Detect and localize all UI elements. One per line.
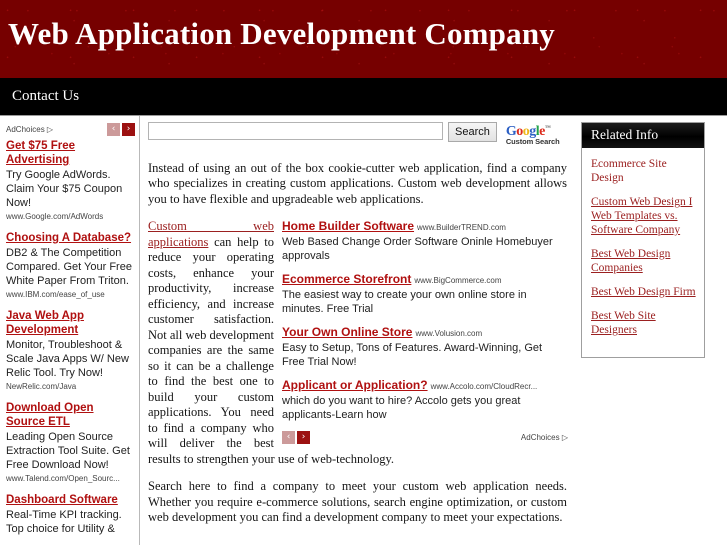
inline-ad-footer <box>282 431 567 444</box>
related-link[interactable]: Best Web Design Firm <box>591 286 696 298</box>
content-with-ads <box>148 219 567 526</box>
sidebar-ad-title[interactable]: Download Open Source ETL <box>6 402 94 428</box>
inline-ad-desc: Easy to Setup, Tons of Features. Award-Winning, Get Free Trial Now! <box>282 342 543 368</box>
sidebar-ad-url: www.Google.com/AdWords <box>6 212 104 221</box>
intro-paragraph: Instead of using an out of the box cookie-cutter web application, find a company who specializes in creating custom applications. Custom web development allows you to have flexible and upgradeable web applications. <box>148 160 567 206</box>
sidebar-ad-desc: Real-Time KPI tracking. Top choice for Utility & <box>6 509 122 535</box>
related-link[interactable]: Custom Web Design I Web Templates vs. Software Company <box>591 196 693 236</box>
sidebar-ad-unit <box>6 309 135 392</box>
main-navigation <box>0 78 727 116</box>
page-title: Web Application Development Company <box>8 16 555 51</box>
inline-ad-desc: The easiest way to create your own online store in minutes. Free Trial <box>282 289 527 315</box>
inline-ad-block <box>282 219 567 444</box>
search-input[interactable] <box>148 122 443 140</box>
sidebar-ad-unit <box>6 139 135 222</box>
inline-ad-url: www.Accolo.com/CloudRecr... <box>430 382 538 392</box>
sidebar-ad-url: NewRelic.com/Java <box>6 382 77 391</box>
nav-item-contact-us[interactable]: Contact Us <box>12 88 80 104</box>
google-custom-search-logo <box>506 122 560 147</box>
sidebar-ad-title[interactable]: Choosing A Database? <box>6 232 132 244</box>
sidebar-ad-desc: Monitor, Troubleshoot & Scale Java Apps W/ New Relic Tool. Try Now! <box>6 339 129 379</box>
sidebar-ad-title[interactable]: Get $75 Free Advertising <box>6 140 76 166</box>
sidebar-ad-desc: Try Google AdWords. Claim Your $75 Coupon Now! <box>6 169 123 209</box>
sidebar-ad-url: www.Talend.com/Open_Sourc... <box>6 474 120 483</box>
left-ad-arrows <box>107 123 135 136</box>
inline-ad-head <box>282 325 567 341</box>
adchoices-icon: ▷ <box>561 433 567 443</box>
body-paragraph-2: Search here to find a company to meet your custom web application needs. Whether you require e-commerce solutions, search engine optimization, or custom web development you can find a development company to meet your expectations. <box>148 479 567 525</box>
sidebar-ad-title[interactable]: Java Web App Development <box>6 310 84 336</box>
related-link[interactable]: Ecommerce Site Design <box>591 158 667 184</box>
inline-ad-desc: which do you want to hire? Accolo gets you great applicants-Learn how <box>282 395 521 421</box>
site-header <box>0 0 727 78</box>
related-info-box <box>581 122 705 358</box>
related-info-title: Related Info <box>582 123 704 148</box>
related-info-list <box>582 148 704 357</box>
inline-ad-head <box>282 219 567 235</box>
left-ad-topbar <box>6 122 135 136</box>
custom-search-label: Custom Search <box>505 136 560 146</box>
inline-ad-unit <box>282 378 567 422</box>
main-content <box>140 116 577 545</box>
related-link[interactable]: Best Web Design Companies <box>591 248 671 274</box>
right-sidebar <box>577 116 707 358</box>
adchoices-label-left[interactable]: AdChoices ▷ <box>6 124 53 134</box>
sidebar-ad-unit <box>6 401 135 484</box>
inline-ad-title[interactable]: Ecommerce Storefront <box>282 272 412 287</box>
left-ad-sidebar <box>0 116 140 545</box>
inline-ad-title[interactable]: Your Own Online Store <box>282 325 413 340</box>
sidebar-ad-desc: DB2 & The Competition Compared. Get Your Free White Paper From Triton. <box>6 247 132 287</box>
inline-ad-title[interactable]: Applicant or Application? <box>282 378 428 393</box>
inline-ad-url: www.Volusion.com <box>415 329 483 339</box>
prev-arrow-icon-left[interactable]: ‹ <box>107 123 120 136</box>
sidebar-ad-desc: Leading Open Source Extraction Tool Suite. Get Free Download Now! <box>6 431 130 471</box>
sidebar-ad-title[interactable]: Dashboard Software <box>6 494 118 506</box>
adchoices-icon: ▷ <box>46 124 53 134</box>
related-link[interactable]: Best Web Site Designers <box>591 310 656 336</box>
inline-ad-unit <box>282 272 567 316</box>
next-arrow-icon-inline[interactable]: › <box>297 431 310 444</box>
inline-ad-desc: Web Based Change Order Software Oninle Homebuyer approvals <box>282 236 553 262</box>
body-paragraph-1-text: can help to reduce your operating costs, enhance your productivity, increase efficiency, and increase customer satisfaction. Not all web development companies are the same so it can be a challenge to find the best one to build your custom applications. You need to find a company who will deliver the best results to strengthen your use of web-technology. <box>148 234 395 466</box>
sidebar-ad-unit <box>6 493 135 536</box>
next-arrow-icon-left[interactable]: › <box>122 123 135 136</box>
sidebar-ad-unit <box>6 231 135 300</box>
inline-ad-arrows <box>282 431 310 444</box>
inline-ad-url: www.BigCommerce.com <box>414 276 502 286</box>
custom-web-applications-link[interactable]: Custom web applications <box>148 219 274 249</box>
inline-ad-url: www.BuilderTREND.com <box>417 223 506 233</box>
search-bar <box>148 122 567 147</box>
inline-ad-head <box>282 378 567 394</box>
prev-arrow-icon-inline[interactable]: ‹ <box>282 431 295 444</box>
google-wordmark: Google™ <box>505 123 551 139</box>
search-button[interactable]: Search <box>448 122 497 142</box>
inline-ad-unit <box>282 325 567 369</box>
adchoices-label-inline[interactable]: AdChoices ▷ <box>520 433 567 443</box>
inline-ad-unit <box>282 219 567 263</box>
inline-ad-head <box>282 272 567 288</box>
inline-ad-title[interactable]: Home Builder Software <box>282 219 415 234</box>
page-body <box>0 116 727 545</box>
sidebar-ad-url: www.IBM.com/ease_of_use <box>6 290 105 299</box>
